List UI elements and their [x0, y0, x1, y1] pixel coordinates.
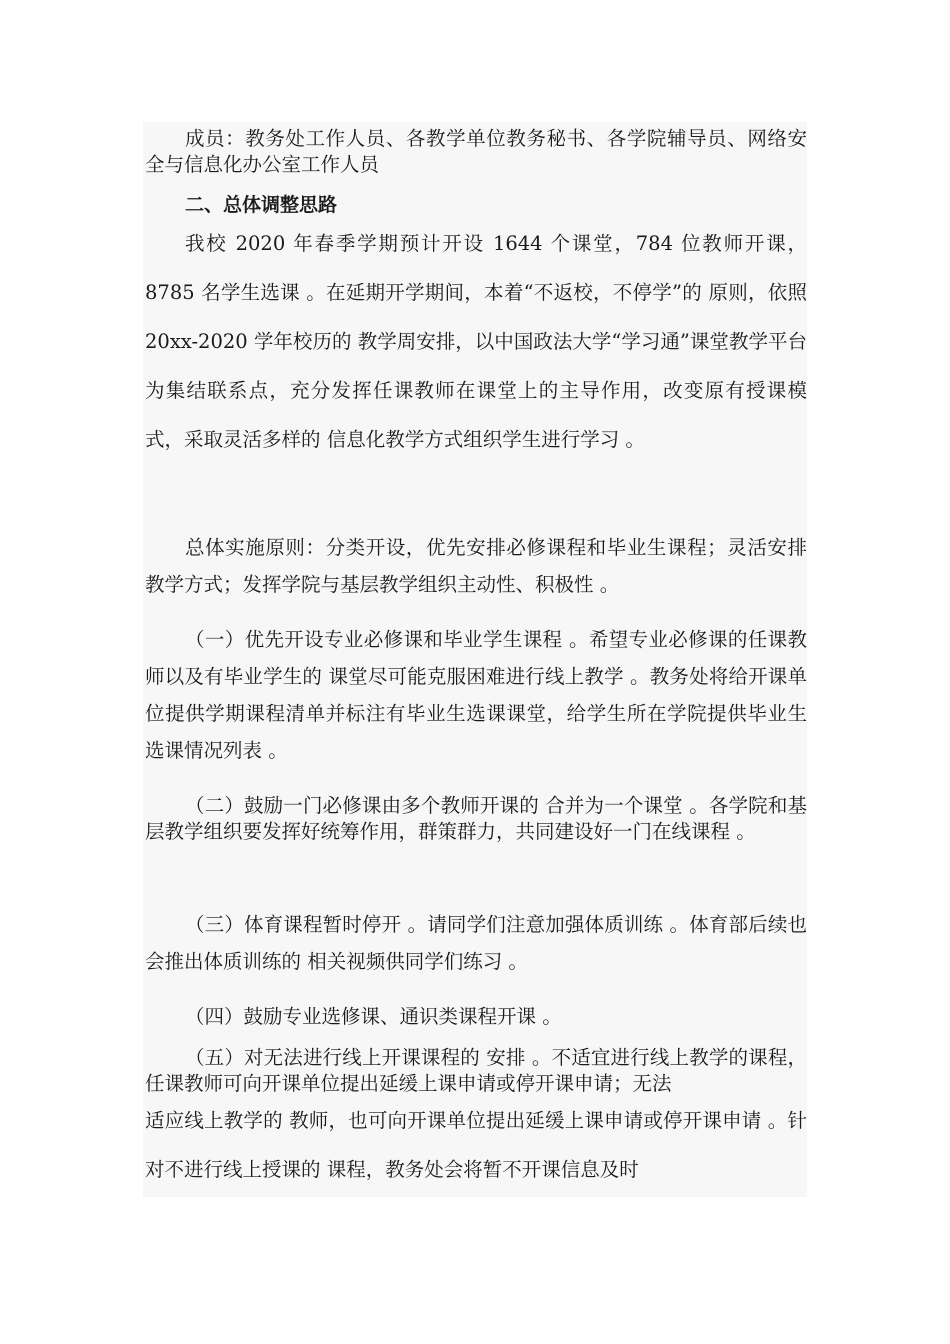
item-4-paragraph: （四）鼓励专业选修课、通识类课程开课 。 [185, 1005, 562, 1028]
item-5-continuation: 适应线上教学的 教师，也可向开课单位提出延缓上课申请或停开课申请 。针对不进行线上授课的 课程，教务处会将暂不开课信息及时 [145, 1109, 807, 1181]
item-2-paragraph: （二）鼓励一门必修课由多个教师开课的 合并为一个课堂 。各学院和基层教学组织要发挥好统筹作用，群策群力，共同建设好一门在线课程 。 [145, 794, 807, 843]
members-paragraph: 成员：教务处工作人员、各教学单位教务秘书、各学院辅导员、网络安全与信息化办公室工作人员 [145, 127, 807, 176]
overview-paragraph: 我校 2020 年春季学期预计开设 1644 个课堂，784 位教师开课，8785 名学生选课 。在延期开学期间，本着“不返校，不停学”的 原则，依照 20xx-2020 学年校历的 教学周安排，以中国政法大学“学习通”课堂教学平台为集结联系点，充分发挥任课教师在课堂上的主导作用，改变原有授课模式，采取灵活多样的 信息化教学方式组织学生进行学习 。 [145, 232, 807, 451]
item-3-paragraph: （三）体育课程暂时停开 。请同学们注意加强体质训练 。体育部后续也会推出体质训练的 相关视频供同学们练习 。 [145, 913, 807, 973]
section-heading: 二、总体调整思路 [185, 194, 338, 216]
item-1-paragraph: （一）优先开设专业必修课和毕业学生课程 。希望专业必修课的任课教师以及有毕业学生的 课堂尽可能克服困难进行线上教学 。教务处将给开课单位提供学期课程清单并标注有毕业生选课课堂，给学生所在学院提供毕业生选课情况列表 。 [145, 628, 807, 762]
principles-paragraph: 总体实施原则：分类开设，优先安排必修课程和毕业生课程；灵活安排教学方式；发挥学院与基层教学组织主动性、积极性 。 [145, 536, 807, 596]
item-5-paragraph: （五）对无法进行线上开课课程的 安排 。不适宜进行线上教学的课程，任课教师可向开课单位提出延缓上课申请或停开课申请；无法 [145, 1046, 807, 1095]
